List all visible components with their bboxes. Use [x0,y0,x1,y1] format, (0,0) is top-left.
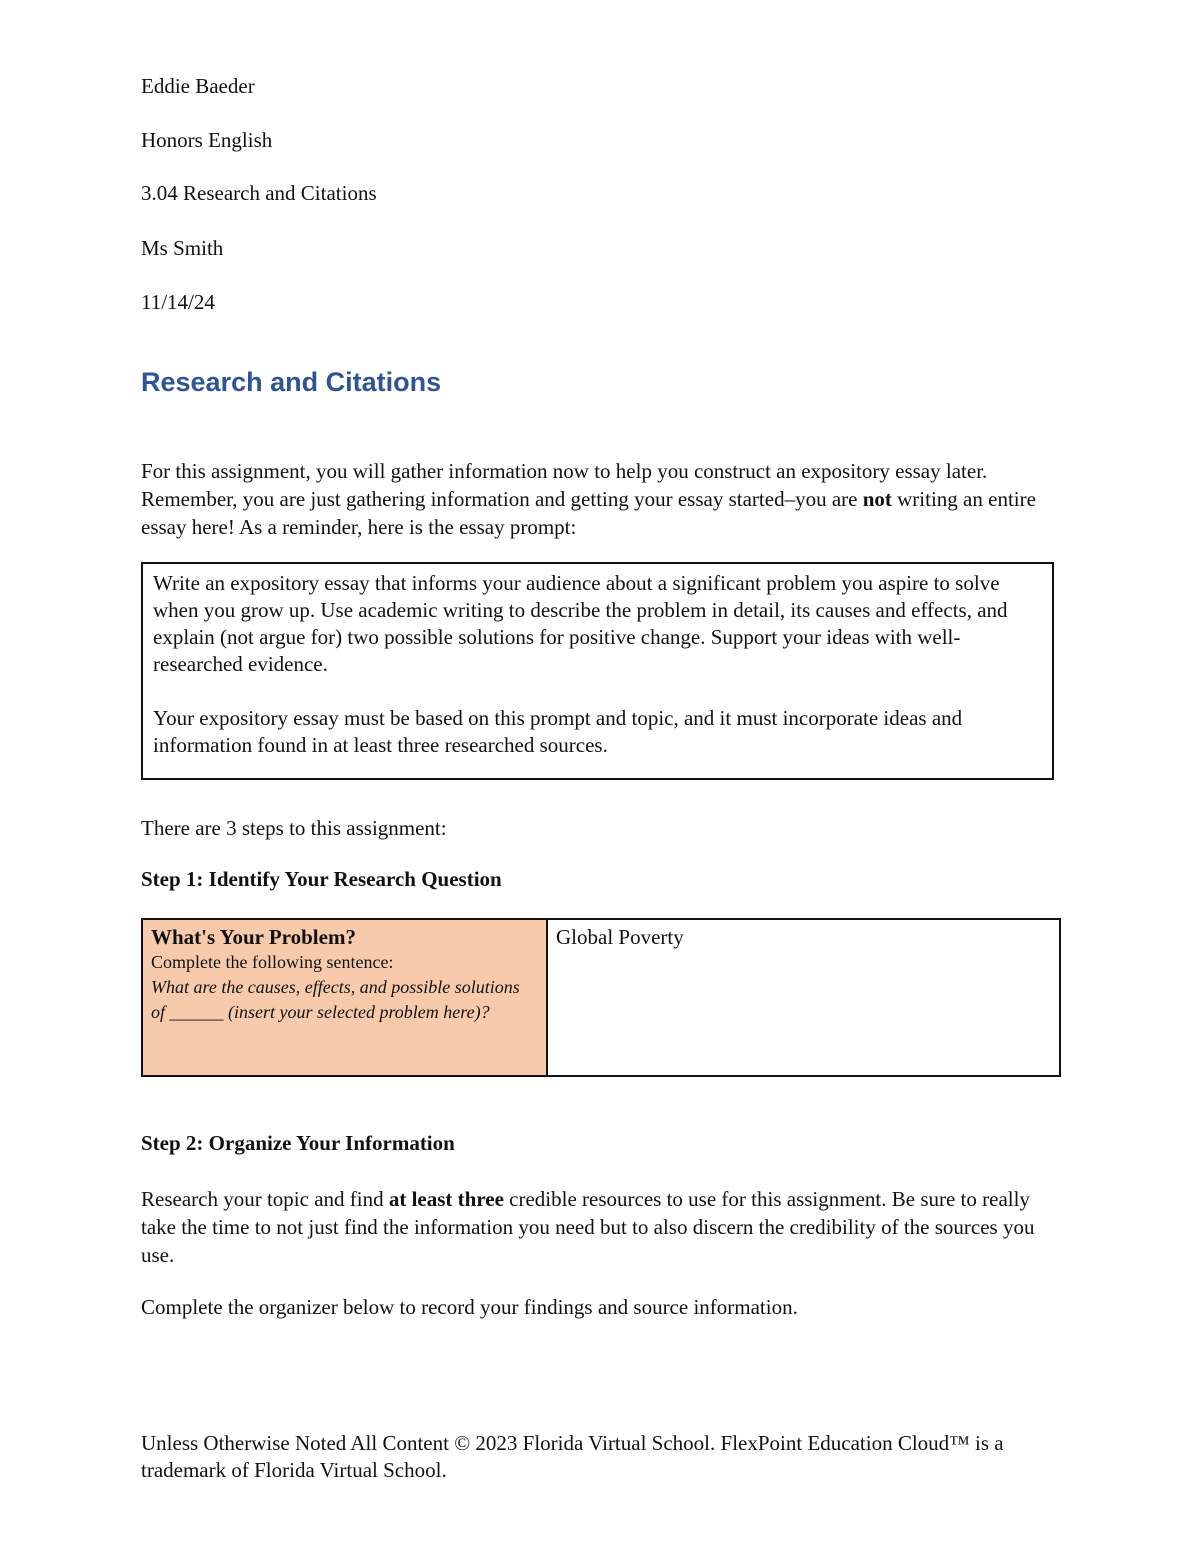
problem-label-instruction: Complete the following sentence: [151,952,394,972]
problem-answer-cell[interactable]: Global Poverty [556,925,684,949]
step2-text-1: Research your topic and find [141,1187,389,1211]
step1-heading: Step 1: Identify Your Research Question [141,867,502,891]
intro-bold-not: not [862,487,892,511]
step2-bold-text: at least three [388,1187,504,1211]
page-title: Research and Citations [141,367,442,397]
steps-intro: There are 3 steps to this assignment: [141,816,447,840]
intro-text-1: For this assignment, you will gather information now to help you construct an expository essay later. Remember, you are just gathering information and getting your essay started–you are [141,459,988,511]
prompt-paragraph-1: Write an expository essay that informs your audience about a significant problem you aspire to solve when you grow up. Use academic writing to describe the problem in detail, its causes and effects, and explain (not argue for) two possible solutions for positive change. Support your ideas with well-researched evidence. [153,571,1008,676]
step2-heading: Step 2: Organize Your Information [141,1131,455,1155]
assignment-name: 3.04 Research and Citations [141,181,377,205]
essay-prompt-box [141,562,1054,780]
intro-text-2: writing an entire essay here! As a reminder, here is the essay prompt: [141,487,1036,539]
problem-label-cell [143,920,548,1075]
prompt-paragraph-2: Your expository essay must be based on this prompt and topic, and it must incorporate ideas and information found in at least three researched sources. [153,706,963,757]
problem-table [141,918,1061,1077]
step2-text-2: credible resources to use for this assignment. Be sure to really take the time to not just find the information you need but to also discern the credibility of the sources you use. [141,1187,1035,1267]
teacher-name: Ms Smith [141,236,224,260]
problem-label-title: What's Your Problem? [151,925,356,949]
student-name: Eddie Baeder [141,74,255,98]
course-name: Honors English [141,128,273,152]
intro-paragraph [141,457,1051,541]
date: 11/14/24 [141,290,215,314]
step2-paragraph-1 [141,1185,1051,1269]
footer-copyright: Unless Otherwise Noted All Content © 2023 Florida Virtual School. FlexPoint Education Cloud™ is a trademark of Florida Virtual School. [141,1431,1004,1482]
step2-paragraph-2: Complete the organizer below to record your findings and source information. [141,1295,798,1319]
problem-label-question: What are the causes, effects, and possible solutions of ______ (insert your selected problem here)? [151,977,520,1022]
